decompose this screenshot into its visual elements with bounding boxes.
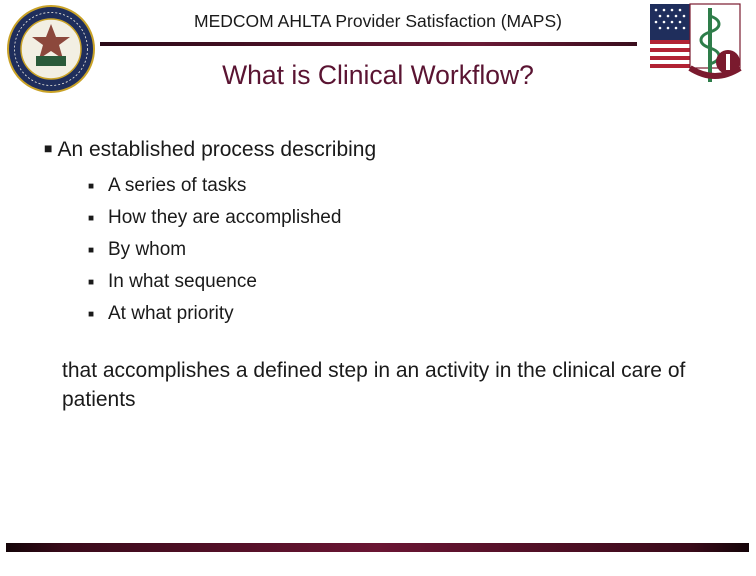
square-bullet-icon: ■ (88, 180, 95, 192)
sub-bullet-text: How they are accomplished (108, 207, 342, 228)
closing-paragraph: that accomplishes a defined step in an activity in the clinical care of patients (62, 359, 686, 411)
list-item (88, 202, 341, 234)
footer-divider (6, 543, 749, 552)
slide-title: What is Clinical Workflow? (222, 60, 534, 90)
square-bullet-icon: ■ (44, 140, 53, 156)
main-bullet-text: An established process describing (57, 138, 377, 161)
header-title: MEDCOM AHLTA Provider Satisfaction (MAPS) (194, 11, 562, 31)
sub-bullet-list (88, 170, 341, 330)
square-bullet-icon: ■ (88, 212, 95, 224)
square-bullet-icon: ■ (88, 244, 95, 256)
sub-bullet-text: By whom (108, 239, 187, 260)
sub-bullet-text: At what priority (108, 303, 234, 324)
sub-bullet-text: In what sequence (108, 271, 257, 292)
list-item (88, 234, 341, 266)
sub-bullet-text: A series of tasks (108, 175, 247, 196)
square-bullet-icon: ■ (88, 308, 95, 320)
header-divider (100, 42, 637, 46)
main-bullet (44, 138, 376, 162)
square-bullet-icon: ■ (88, 276, 95, 288)
list-item (88, 170, 341, 202)
list-item (88, 266, 341, 298)
list-item (88, 298, 341, 330)
